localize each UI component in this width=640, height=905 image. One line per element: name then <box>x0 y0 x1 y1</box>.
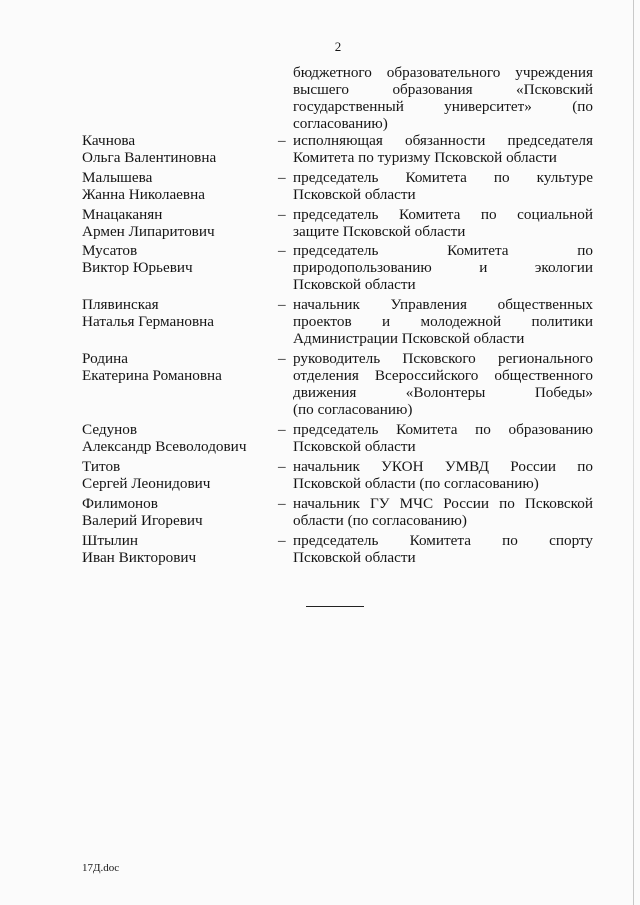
position-line: Комитета по туризму Псковской области <box>293 149 557 166</box>
dash: – <box>278 132 286 149</box>
position-line: защите Псковской области <box>293 223 466 240</box>
member-position <box>293 296 593 347</box>
member-name <box>82 132 282 166</box>
member-name <box>82 242 282 276</box>
position-line: руководитель Псковского регионального <box>293 350 593 367</box>
member-given-names: Жанна Николаевна <box>82 186 205 203</box>
member-given-names: Армен Липаритович <box>82 223 215 240</box>
member-name <box>82 458 282 492</box>
member-given-names: Иван Викторович <box>82 549 197 566</box>
member-given-names: Ольга Валентиновна <box>82 149 217 166</box>
member-given-names: Валерий Игоревич <box>82 512 203 529</box>
member-position <box>293 242 593 293</box>
position-line: движения «Волонтеры Победы» <box>293 384 593 401</box>
position-line: Псковской области <box>293 438 416 455</box>
member-name <box>82 532 282 566</box>
position-line: Псковской области (по согласованию) <box>293 475 539 492</box>
dash: – <box>278 421 286 438</box>
dash: – <box>278 296 286 313</box>
dash: – <box>278 206 286 223</box>
member-surname: Малышева <box>82 169 153 186</box>
dash: – <box>278 532 286 549</box>
position-line: исполняющая обязанности председателя <box>293 132 593 149</box>
continued-line: бюджетного образовательного учреждения <box>293 64 593 81</box>
member-surname: Качнова <box>82 132 136 149</box>
member-position <box>293 350 593 418</box>
member-surname: Титов <box>82 458 121 475</box>
position-line: начальник УКОН УМВД России по <box>293 458 593 475</box>
member-name <box>82 206 282 240</box>
member-surname: Плявинская <box>82 296 159 313</box>
member-surname: Штылин <box>82 532 138 549</box>
dash: – <box>278 242 286 259</box>
dash: – <box>278 495 286 512</box>
position-line: (по согласованию) <box>293 401 413 418</box>
member-given-names: Наталья Германовна <box>82 313 215 330</box>
position-line: Псковской области <box>293 549 416 566</box>
file-name-footer: 17Д.doc <box>82 862 120 874</box>
member-given-names: Екатерина Романовна <box>82 367 222 384</box>
member-given-names: Виктор Юрьевич <box>82 259 193 276</box>
dash: – <box>278 458 286 475</box>
position-line: председатель Комитета по спорту <box>293 532 593 549</box>
position-line: председатель Комитета по образованию <box>293 421 593 438</box>
position-line: Псковской области <box>293 186 416 203</box>
dash: – <box>278 350 286 367</box>
member-surname: Мусатов <box>82 242 138 259</box>
position-line: председатель Комитета по культуре <box>293 169 593 186</box>
position-line: Администрации Псковской области <box>293 330 525 347</box>
member-position <box>293 458 593 492</box>
member-name <box>82 169 282 203</box>
member-position <box>293 532 593 566</box>
member-position <box>293 495 593 529</box>
position-line: председатель Комитета по <box>293 242 593 259</box>
dash: – <box>278 169 286 186</box>
position-line: области (по согласованию) <box>293 512 467 529</box>
closing-rule <box>306 606 364 607</box>
position-line: начальник ГУ МЧС России по Псковской <box>293 495 593 512</box>
member-given-names: Сергей Леонидович <box>82 475 211 492</box>
member-name <box>82 350 282 384</box>
position-line: председатель Комитета по социальной <box>293 206 593 223</box>
member-surname: Родина <box>82 350 128 367</box>
continued-text <box>293 64 593 132</box>
page-edge <box>633 0 634 905</box>
position-line: Псковской области <box>293 276 416 293</box>
continued-line: согласованию) <box>293 115 388 132</box>
member-position <box>293 421 593 455</box>
position-line: начальник Управления общественных <box>293 296 593 313</box>
member-name <box>82 296 282 330</box>
member-given-names: Александр Всеволодович <box>82 438 247 455</box>
continued-line: государственный университет» (по <box>293 98 593 115</box>
continued-line: высшего образования «Псковский <box>293 81 593 98</box>
member-name <box>82 421 282 455</box>
member-surname: Мнацаканян <box>82 206 163 223</box>
member-surname: Седунов <box>82 421 138 438</box>
page-number: 2 <box>334 39 342 54</box>
member-position <box>293 206 593 240</box>
position-line: отделения Всероссийского общественного <box>293 367 593 384</box>
member-position <box>293 169 593 203</box>
position-line: природопользованию и экологии <box>293 259 593 276</box>
member-position <box>293 132 593 166</box>
position-line: проектов и молодежной политики <box>293 313 593 330</box>
member-name <box>82 495 282 529</box>
member-surname: Филимонов <box>82 495 158 512</box>
